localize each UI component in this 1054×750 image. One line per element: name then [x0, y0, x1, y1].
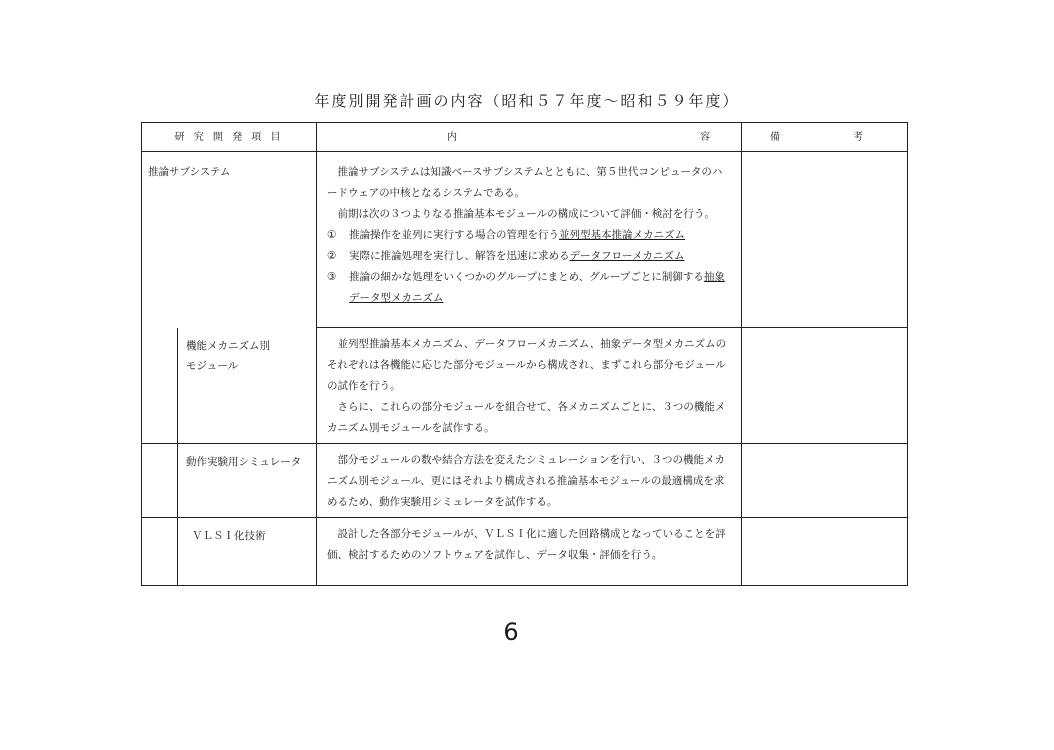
list-text-underlined: 抽象データ型メカニズム	[349, 271, 725, 304]
table-row	[142, 328, 908, 444]
item-label: ＶＬＳＩ化技術	[192, 530, 266, 542]
sub-item-wrap	[142, 328, 316, 444]
item-cell	[142, 328, 317, 444]
list-number: ③	[327, 271, 337, 283]
item-label	[178, 328, 270, 444]
list-text	[349, 246, 684, 267]
item-label-line: 機能メカニズム別	[186, 339, 270, 352]
item-cell	[142, 518, 317, 586]
remarks-cell	[742, 518, 908, 586]
content-paragraph: さらに、これらの部分モジュールを組合せて、各メカニズムごとに、３つの機能メカニズム別モジュールを試作する。	[327, 401, 726, 434]
table-row	[142, 444, 908, 518]
sub-item-wrap	[142, 444, 316, 517]
list-text-underlined: データフローメカニズム	[569, 250, 685, 262]
content-cell	[317, 518, 742, 586]
content-cell	[317, 152, 742, 328]
indent-column	[142, 328, 178, 444]
header-research-item: 研 究 開 発 項 目	[142, 123, 317, 152]
content-paragraph: 推論サブシステムは知識ベースサブシステムとともに、第５世代コンピュータのハードウェアの中核となるシステムである。	[327, 166, 723, 199]
list-text-plain: 推論の細かな処理をいくつかのグループにまとめ、グループごとに制御する	[349, 271, 704, 283]
item-cell	[142, 152, 317, 328]
header-remarks	[742, 123, 908, 152]
content-paragraph: 並列型推論基本メカニズム、データフローメカニズム、抽象データ型メカニズムのそれぞれは各機能に応じた部分モジュールから構成され、まずこれら部分モジュールの試作を行う。	[327, 338, 727, 392]
item-label-line: モジュール	[186, 359, 239, 372]
header-remarks-char-1: 備	[770, 131, 783, 143]
list-item	[327, 225, 731, 246]
list-text-plain: 実際に推論処理を実行し、解答を迅速に求める	[349, 250, 570, 262]
item-label: 推論サブシステム	[148, 166, 231, 178]
table-row	[142, 152, 908, 328]
header-remarks-char-2: 考	[853, 131, 866, 143]
list-number: ①	[327, 229, 337, 241]
indent-column	[142, 444, 178, 517]
table-row	[142, 518, 908, 586]
development-plan-table	[141, 122, 908, 586]
remarks-cell	[742, 444, 908, 518]
header-content-char-2: 容	[700, 131, 713, 143]
remarks-cell	[742, 152, 908, 328]
table-header-row	[142, 123, 908, 152]
page-title: 年度別開発計画の内容（昭和５７年度～昭和５９年度）	[314, 92, 740, 110]
list-item	[327, 246, 731, 267]
content-paragraph: 前期は次の３つよりなる推論基本モジュールの構成について評価・検討を行う。	[337, 208, 715, 220]
page-number: 6	[503, 618, 519, 646]
list-item	[327, 267, 731, 309]
sub-item-wrap	[142, 518, 316, 585]
content-cell	[317, 328, 742, 444]
list-text	[349, 267, 731, 309]
content-cell	[317, 444, 742, 518]
content-paragraph: 設計した各部分モジュールが、ＶＬＳＩ化に適した回路構成となっていることを評価、検討するためのソフトウェアを試作し、データ収集・評価を行う。	[327, 528, 726, 561]
indent-column	[142, 518, 178, 585]
item-cell	[142, 444, 317, 518]
list-text-plain: 推論操作を並列に実行する場合の管理を行う	[349, 229, 559, 241]
content-paragraph: 部分モジュールの数や結合方法を変えたシミュレーションを行い、３つの機能メカニズム別モジュール、更にはそれより構成される推論基本モジュールの最適構成を求めるため、動作実験用シミュレータを試作する。	[327, 454, 725, 508]
header-content-char-1: 内	[447, 131, 460, 143]
list-number: ②	[327, 250, 337, 262]
list-text-underlined: 並列型基本推論メカニズム	[559, 229, 685, 241]
list-text	[349, 225, 685, 246]
header-content	[317, 123, 742, 152]
remarks-cell	[742, 328, 908, 444]
item-label: 動作実験用シミュレータ	[186, 456, 302, 468]
